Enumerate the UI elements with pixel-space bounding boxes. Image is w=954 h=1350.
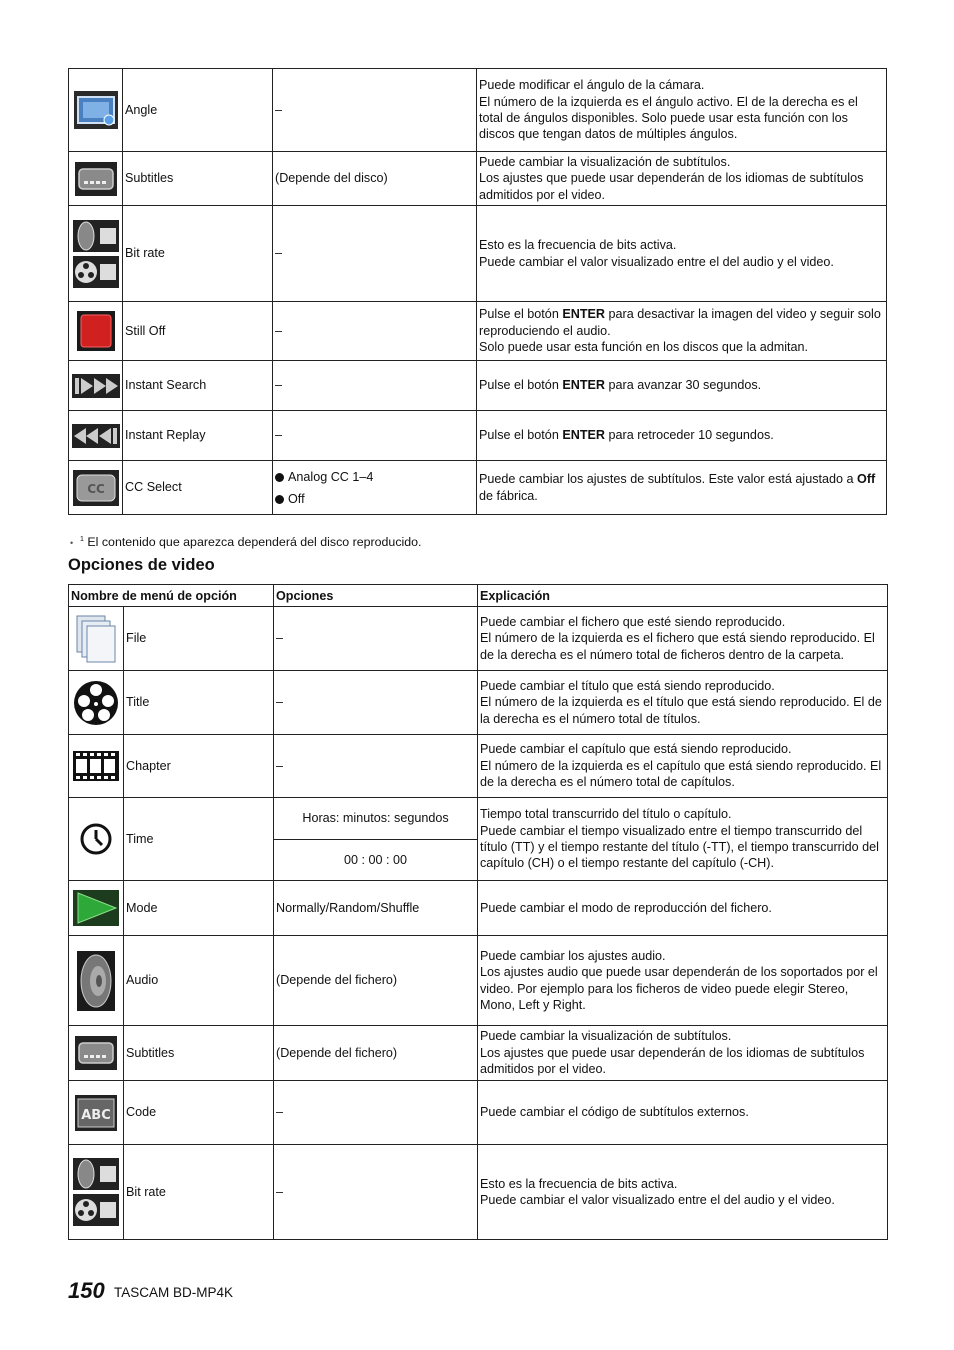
menu-name: Instant Replay bbox=[123, 411, 273, 461]
menu-name: Time bbox=[124, 798, 274, 881]
explanation: Tiempo total transcurrido del título o capítulo. Puede cambiar el tiempo visualizado entre el tiempo transcurrido del título (TT) y el tiempo restante del título (-TT), el tiempo transcurrido del capítulo (CH) o el tiempo restante del capítulo (-CH). bbox=[478, 798, 888, 881]
option-value: (Depende del fichero) bbox=[274, 1026, 478, 1081]
table-header bbox=[69, 585, 888, 607]
option-value: – bbox=[273, 411, 477, 461]
option-value: – bbox=[274, 607, 478, 671]
menu-name: Still Off bbox=[123, 302, 273, 361]
option-value: – bbox=[273, 302, 477, 361]
table-row bbox=[69, 735, 888, 798]
list-item: Off bbox=[275, 488, 474, 510]
option-value: (Depende del fichero) bbox=[274, 936, 478, 1026]
table-row bbox=[69, 69, 887, 152]
explanation: Puede modificar el ángulo de la cámara. El número de la izquierda es el ángulo activo. El de la derecha es el total de ángulos disponibles. Solo puede usar esta función con los discos que tengan datos de múltiples ángulos. bbox=[477, 69, 887, 152]
option-value: – bbox=[273, 206, 477, 302]
svg-text:CC: CC bbox=[86, 481, 105, 496]
table-row bbox=[69, 1145, 888, 1240]
header-explanation: Explicación bbox=[478, 585, 888, 607]
clock-icon bbox=[69, 798, 124, 881]
footnote: • $^1$ El contenido que aparezca dependerá del disco reproducido. bbox=[70, 535, 422, 549]
cc-icon bbox=[69, 461, 123, 515]
header-options: Opciones bbox=[274, 585, 478, 607]
table-row bbox=[69, 152, 887, 206]
speaker-icon bbox=[69, 936, 124, 1026]
option-split bbox=[274, 798, 478, 881]
option-value: – bbox=[274, 735, 478, 798]
table-row bbox=[69, 671, 888, 735]
explanation: Puede cambiar los ajustes de subtítulos. Este valor está ajustado a Off de fábrica. bbox=[477, 461, 887, 515]
option-value: (Depende del disco) bbox=[273, 152, 477, 206]
explanation: Puede cambiar el título que está siendo reproducido. El número de la izquierda es el título que está siendo reproducido. El de la derecha es el número total de títulos. bbox=[478, 671, 888, 735]
table-row bbox=[69, 881, 888, 936]
menu-name: Chapter bbox=[124, 735, 274, 798]
menu-name: Audio bbox=[124, 936, 274, 1026]
menu-name: CC Select bbox=[123, 461, 273, 515]
explanation: Puede cambiar el fichero que esté siendo reproducido. El número de la izquierda es el fichero que está siendo reproducido. El de la derecha es el número total de ficheros dentro de la carpeta. bbox=[478, 607, 888, 671]
explanation: Esto es la frecuencia de bits activa. Puede cambiar el valor visualizado entre el del audio y el video. bbox=[478, 1145, 888, 1240]
explanation: Pulse el botón ENTER para avanzar 30 segundos. bbox=[477, 361, 887, 411]
page-number: 150 bbox=[68, 1278, 105, 1303]
explanation: Puede cambiar el código de subtítulos externos. bbox=[478, 1081, 888, 1145]
menu-name: Bit rate bbox=[123, 206, 273, 302]
explanation: Pulse el botón ENTER para retroceder 10 segundos. bbox=[477, 411, 887, 461]
angle-icon bbox=[69, 69, 123, 152]
table-row bbox=[69, 461, 887, 515]
explanation: Puede cambiar el modo de reproducción del fichero. bbox=[478, 881, 888, 936]
option-format: Horas: minutos: segundos bbox=[302, 811, 449, 826]
options-table-2 bbox=[68, 584, 888, 1240]
table-row bbox=[69, 1026, 888, 1081]
header-menu-name: Nombre de menú de opción bbox=[69, 585, 274, 607]
menu-name: Title bbox=[124, 671, 274, 735]
menu-name: Bit rate bbox=[124, 1145, 274, 1240]
stop-icon bbox=[69, 302, 123, 361]
menu-name: File bbox=[124, 607, 274, 671]
option-list bbox=[273, 461, 477, 515]
explanation: Esto es la frecuencia de bits activa. Puede cambiar el valor visualizado entre el del audio y el video. bbox=[477, 206, 887, 302]
subtitles-icon bbox=[69, 152, 123, 206]
explanation: Puede cambiar el capítulo que está siendo reproducido. El número de la izquierda es el capítulo que está siendo reproducido. El de la derecha es el número total de capítulos. bbox=[478, 735, 888, 798]
explanation: Puede cambiar la visualización de subtítulos. Los ajustes que puede usar dependerán de los idiomas de subtítulos admitidos por el video. bbox=[478, 1026, 888, 1081]
subtitles-icon bbox=[69, 1026, 124, 1081]
model-name: TASCAM BD-MP4K bbox=[114, 1285, 234, 1300]
table-row bbox=[69, 411, 887, 461]
option-value: – bbox=[274, 1145, 478, 1240]
section-title: Opciones de video bbox=[68, 556, 215, 574]
menu-name: Mode bbox=[124, 881, 274, 936]
abc-icon bbox=[69, 1081, 124, 1145]
table-row bbox=[69, 798, 888, 881]
table-row bbox=[69, 607, 888, 671]
list-item: Analog CC 1–4 bbox=[275, 466, 474, 488]
explanation: Pulse el botón ENTER para desactivar la imagen del video y seguir solo reproduciendo el audio. Solo puede usar esta función en los discos que la admitan. bbox=[477, 302, 887, 361]
option-value: – bbox=[274, 671, 478, 735]
play-icon bbox=[69, 881, 124, 936]
menu-name: Instant Search bbox=[123, 361, 273, 411]
file-icon bbox=[69, 607, 124, 671]
menu-name: Subtitles bbox=[124, 1026, 274, 1081]
table-row bbox=[69, 936, 888, 1026]
menu-name: Code bbox=[124, 1081, 274, 1145]
option-value: Normally/Random/Shuffle bbox=[274, 881, 478, 936]
option-time-display: 00 : 00 : 00 bbox=[274, 839, 477, 881]
svg-text:ABC: ABC bbox=[81, 1107, 111, 1123]
rewind-icon bbox=[69, 411, 123, 461]
bitrate-icon bbox=[69, 1145, 124, 1240]
bitrate-icon bbox=[69, 206, 123, 302]
options-table-1 bbox=[68, 68, 887, 515]
table-row bbox=[69, 206, 887, 302]
option-value: – bbox=[273, 69, 477, 152]
menu-name: Subtitles bbox=[123, 152, 273, 206]
option-value: – bbox=[274, 1081, 478, 1145]
table-row bbox=[69, 1081, 888, 1145]
option-value: – bbox=[273, 361, 477, 411]
table-row bbox=[69, 361, 887, 411]
explanation: Puede cambiar la visualización de subtítulos. Los ajustes que puede usar dependerán de los idiomas de subtítulos admitidos por el video. bbox=[477, 152, 887, 206]
film-reel-icon bbox=[69, 671, 124, 735]
fast-forward-icon bbox=[69, 361, 123, 411]
film-strip-icon bbox=[69, 735, 124, 798]
table-row bbox=[69, 302, 887, 361]
menu-name: Angle bbox=[123, 69, 273, 152]
explanation: Puede cambiar los ajustes audio. Los ajustes audio que puede usar dependerán de los soportados por el video. Por ejemplo para los ficheros de video puede elegir Stereo, Mono, Left y Right. bbox=[478, 936, 888, 1026]
